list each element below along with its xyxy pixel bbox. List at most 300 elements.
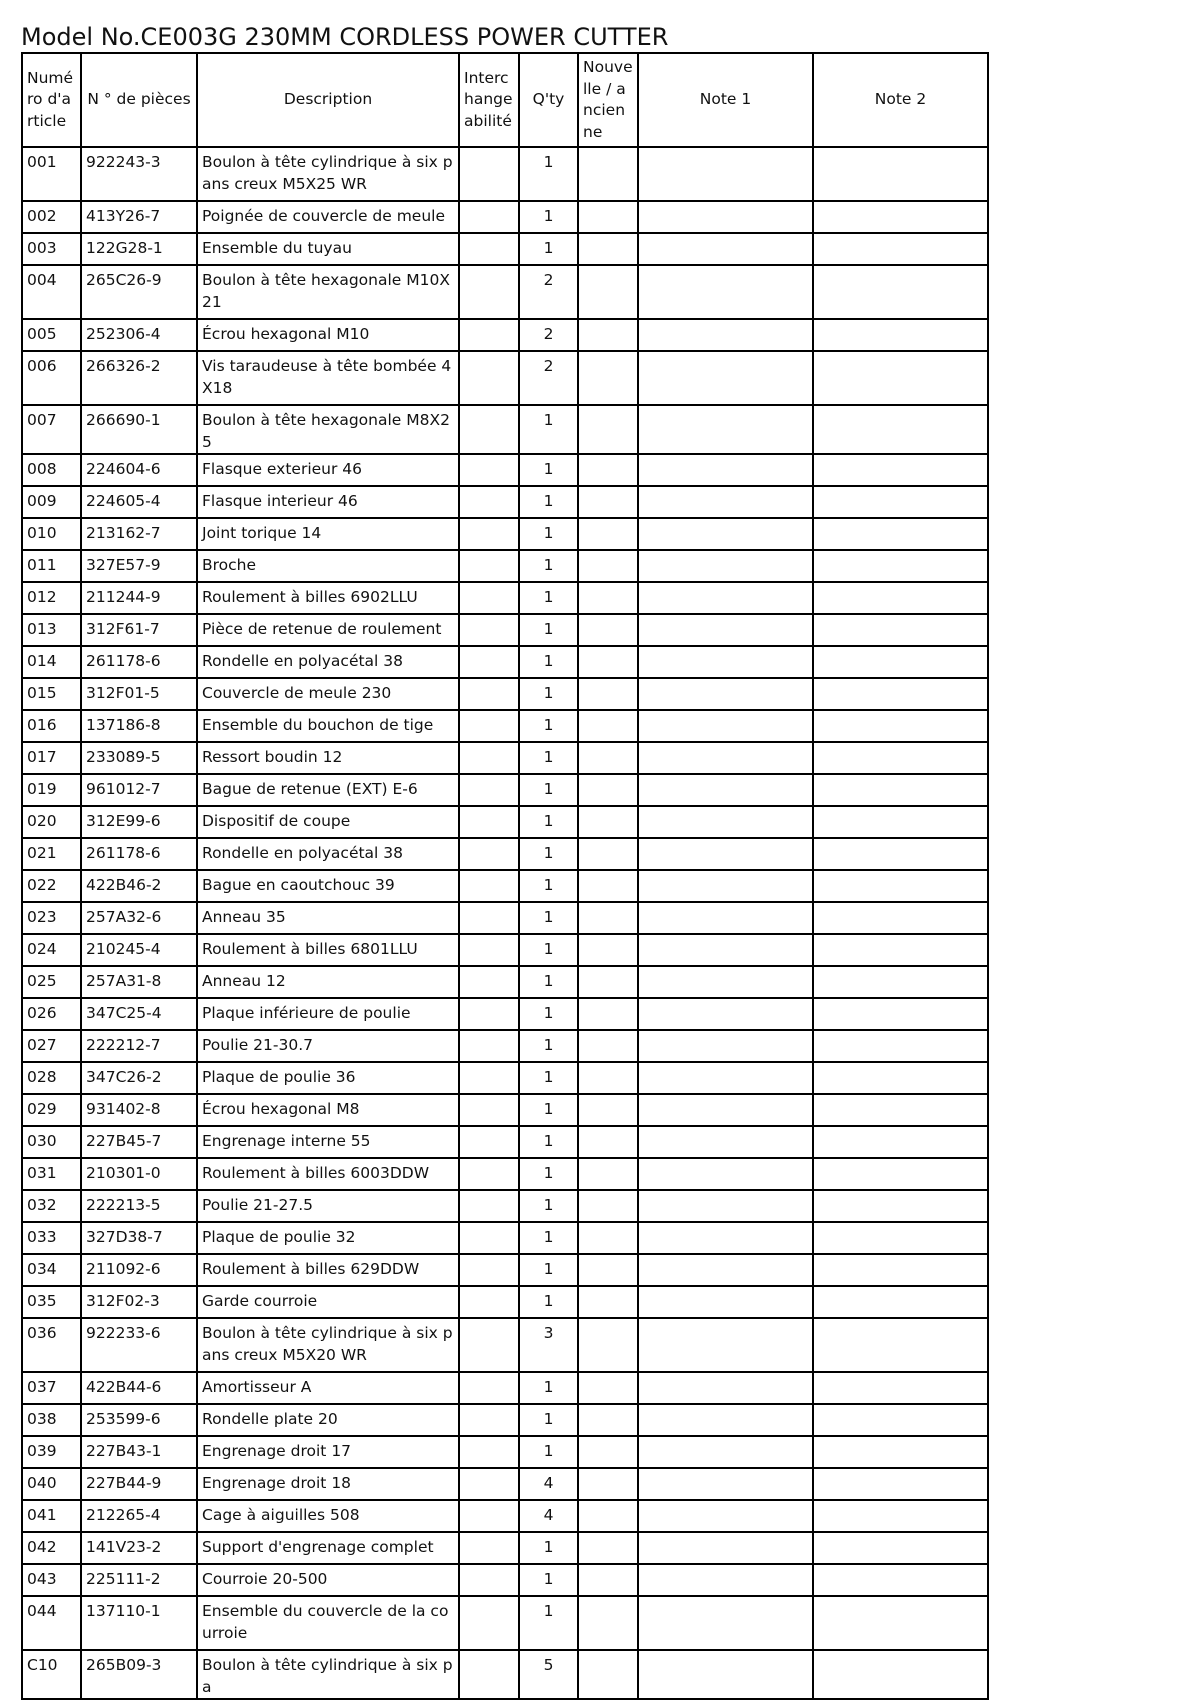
cell-note1 bbox=[638, 1404, 813, 1436]
cell-new bbox=[578, 1500, 638, 1532]
cell-note2 bbox=[813, 1190, 988, 1222]
cell-note1 bbox=[638, 1500, 813, 1532]
cell-part: 312E99-6 bbox=[81, 806, 197, 838]
cell-new bbox=[578, 838, 638, 870]
cell-note1 bbox=[638, 454, 813, 486]
cell-note2 bbox=[813, 1650, 988, 1699]
cell-inter bbox=[459, 646, 519, 678]
cell-note2 bbox=[813, 1286, 988, 1318]
cell-qty: 1 bbox=[519, 1596, 578, 1650]
cell-inter bbox=[459, 1062, 519, 1094]
cell-desc: Ensemble du tuyau bbox=[197, 233, 459, 265]
cell-num: 016 bbox=[22, 710, 81, 742]
table-row bbox=[22, 201, 988, 233]
cell-new bbox=[578, 147, 638, 201]
cell-new bbox=[578, 710, 638, 742]
cell-note2 bbox=[813, 1030, 988, 1062]
header-qty: Q'ty bbox=[519, 53, 578, 147]
cell-desc: Garde courroie bbox=[197, 1286, 459, 1318]
cell-part: 210245-4 bbox=[81, 934, 197, 966]
cell-note1 bbox=[638, 1564, 813, 1596]
cell-part: 265B09-3 bbox=[81, 1650, 197, 1699]
header-new: Nouvelle / ancienne bbox=[578, 53, 638, 147]
cell-part: 961012-7 bbox=[81, 774, 197, 806]
cell-note1 bbox=[638, 870, 813, 902]
cell-note1 bbox=[638, 1190, 813, 1222]
cell-note2 bbox=[813, 1404, 988, 1436]
cell-part: 257A31-8 bbox=[81, 966, 197, 998]
cell-note2 bbox=[813, 998, 988, 1030]
cell-new bbox=[578, 742, 638, 774]
cell-inter bbox=[459, 351, 519, 405]
cell-num: 028 bbox=[22, 1062, 81, 1094]
cell-qty: 1 bbox=[519, 934, 578, 966]
cell-note1 bbox=[638, 774, 813, 806]
cell-note1 bbox=[638, 582, 813, 614]
cell-new bbox=[578, 1372, 638, 1404]
cell-new bbox=[578, 1532, 638, 1564]
cell-note1 bbox=[638, 1650, 813, 1699]
cell-note1 bbox=[638, 998, 813, 1030]
cell-num: 015 bbox=[22, 678, 81, 710]
header-num: Numéro d'article bbox=[22, 53, 81, 147]
cell-desc: Amortisseur A bbox=[197, 1372, 459, 1404]
cell-inter bbox=[459, 742, 519, 774]
cell-part: 257A32-6 bbox=[81, 902, 197, 934]
cell-num: 033 bbox=[22, 1222, 81, 1254]
cell-desc: Engrenage droit 18 bbox=[197, 1468, 459, 1500]
cell-num: 009 bbox=[22, 486, 81, 518]
table-row bbox=[22, 1404, 988, 1436]
cell-num: 035 bbox=[22, 1286, 81, 1318]
cell-desc: Courroie 20-500 bbox=[197, 1564, 459, 1596]
cell-new bbox=[578, 550, 638, 582]
cell-qty: 1 bbox=[519, 1190, 578, 1222]
cell-desc: Boulon à tête cylindrique à six pa bbox=[197, 1650, 459, 1699]
cell-part: 225111-2 bbox=[81, 1564, 197, 1596]
cell-desc: Roulement à billes 6003DDW bbox=[197, 1158, 459, 1190]
cell-desc: Rondelle plate 20 bbox=[197, 1404, 459, 1436]
cell-inter bbox=[459, 233, 519, 265]
cell-inter bbox=[459, 998, 519, 1030]
cell-inter bbox=[459, 518, 519, 550]
cell-num: 042 bbox=[22, 1532, 81, 1564]
table-row bbox=[22, 710, 988, 742]
header-note1: Note 1 bbox=[638, 53, 813, 147]
cell-part: 213162-7 bbox=[81, 518, 197, 550]
table-row bbox=[22, 1254, 988, 1286]
cell-note1 bbox=[638, 966, 813, 998]
cell-desc: Boulon à tête hexagonale M10X21 bbox=[197, 265, 459, 319]
cell-num: 036 bbox=[22, 1318, 81, 1372]
cell-qty: 2 bbox=[519, 351, 578, 405]
cell-note1 bbox=[638, 934, 813, 966]
cell-note1 bbox=[638, 710, 813, 742]
cell-num: 027 bbox=[22, 1030, 81, 1062]
cell-qty: 1 bbox=[519, 678, 578, 710]
cell-qty: 1 bbox=[519, 233, 578, 265]
cell-desc: Pièce de retenue de roulement bbox=[197, 614, 459, 646]
cell-qty: 1 bbox=[519, 550, 578, 582]
parts-body bbox=[22, 147, 988, 1699]
cell-note2 bbox=[813, 1254, 988, 1286]
cell-note1 bbox=[638, 1286, 813, 1318]
cell-note2 bbox=[813, 486, 988, 518]
cell-desc: Bague de retenue (EXT) E-6 bbox=[197, 774, 459, 806]
cell-part: 261178-6 bbox=[81, 838, 197, 870]
cell-note1 bbox=[638, 201, 813, 233]
cell-desc: Plaque de poulie 36 bbox=[197, 1062, 459, 1094]
cell-qty: 2 bbox=[519, 319, 578, 351]
cell-new bbox=[578, 351, 638, 405]
cell-note2 bbox=[813, 646, 988, 678]
cell-new bbox=[578, 454, 638, 486]
table-row bbox=[22, 1222, 988, 1254]
table-row bbox=[22, 742, 988, 774]
cell-qty: 1 bbox=[519, 838, 578, 870]
cell-inter bbox=[459, 678, 519, 710]
cell-qty: 1 bbox=[519, 646, 578, 678]
table-row bbox=[22, 1126, 988, 1158]
table-row bbox=[22, 678, 988, 710]
table-row bbox=[22, 550, 988, 582]
cell-note2 bbox=[813, 1222, 988, 1254]
cell-inter bbox=[459, 1596, 519, 1650]
cell-new bbox=[578, 265, 638, 319]
cell-num: 003 bbox=[22, 233, 81, 265]
cell-desc: Plaque inférieure de poulie bbox=[197, 998, 459, 1030]
cell-qty: 1 bbox=[519, 806, 578, 838]
cell-inter bbox=[459, 710, 519, 742]
cell-inter bbox=[459, 1650, 519, 1699]
cell-new bbox=[578, 1468, 638, 1500]
cell-qty: 5 bbox=[519, 1650, 578, 1699]
cell-note2 bbox=[813, 1436, 988, 1468]
cell-desc: Poulie 21-30.7 bbox=[197, 1030, 459, 1062]
cell-qty: 1 bbox=[519, 742, 578, 774]
cell-part: 422B44-6 bbox=[81, 1372, 197, 1404]
cell-desc: Support d'engrenage complet bbox=[197, 1532, 459, 1564]
cell-num: 032 bbox=[22, 1190, 81, 1222]
cell-part: 227B43-1 bbox=[81, 1436, 197, 1468]
cell-note1 bbox=[638, 678, 813, 710]
cell-inter bbox=[459, 1500, 519, 1532]
cell-note1 bbox=[638, 1158, 813, 1190]
table-row bbox=[22, 870, 988, 902]
cell-new bbox=[578, 1062, 638, 1094]
cell-new bbox=[578, 614, 638, 646]
cell-inter bbox=[459, 201, 519, 233]
cell-num: 038 bbox=[22, 1404, 81, 1436]
cell-num: 041 bbox=[22, 1500, 81, 1532]
cell-part: 222213-5 bbox=[81, 1190, 197, 1222]
cell-part: 233089-5 bbox=[81, 742, 197, 774]
cell-new bbox=[578, 902, 638, 934]
cell-num: 029 bbox=[22, 1094, 81, 1126]
cell-part: 922243-3 bbox=[81, 147, 197, 201]
parts-table bbox=[21, 52, 989, 1700]
cell-part: 922233-6 bbox=[81, 1318, 197, 1372]
cell-qty: 1 bbox=[519, 710, 578, 742]
cell-part: 137110-1 bbox=[81, 1596, 197, 1650]
cell-new bbox=[578, 1030, 638, 1062]
cell-num: 023 bbox=[22, 902, 81, 934]
cell-desc: Poignée de couvercle de meule bbox=[197, 201, 459, 233]
cell-part: 222212-7 bbox=[81, 1030, 197, 1062]
cell-new bbox=[578, 774, 638, 806]
cell-desc: Ensemble du couvercle de la courroie bbox=[197, 1596, 459, 1650]
cell-new bbox=[578, 1190, 638, 1222]
cell-inter bbox=[459, 1030, 519, 1062]
cell-new bbox=[578, 934, 638, 966]
cell-qty: 1 bbox=[519, 1532, 578, 1564]
cell-inter bbox=[459, 486, 519, 518]
cell-inter bbox=[459, 1372, 519, 1404]
cell-qty: 4 bbox=[519, 1500, 578, 1532]
cell-note1 bbox=[638, 265, 813, 319]
cell-new bbox=[578, 1404, 638, 1436]
cell-num: 011 bbox=[22, 550, 81, 582]
cell-new bbox=[578, 582, 638, 614]
cell-part: 312F01-5 bbox=[81, 678, 197, 710]
cell-num: 021 bbox=[22, 838, 81, 870]
cell-desc: Roulement à billes 629DDW bbox=[197, 1254, 459, 1286]
cell-part: 252306-4 bbox=[81, 319, 197, 351]
cell-new bbox=[578, 1158, 638, 1190]
cell-part: 931402-8 bbox=[81, 1094, 197, 1126]
table-row bbox=[22, 486, 988, 518]
cell-note2 bbox=[813, 742, 988, 774]
cell-note2 bbox=[813, 966, 988, 998]
cell-new bbox=[578, 1596, 638, 1650]
cell-desc: Rondelle en polyacétal 38 bbox=[197, 646, 459, 678]
table-row bbox=[22, 1468, 988, 1500]
cell-qty: 1 bbox=[519, 201, 578, 233]
cell-desc: Rondelle en polyacétal 38 bbox=[197, 838, 459, 870]
cell-note1 bbox=[638, 486, 813, 518]
cell-qty: 1 bbox=[519, 1126, 578, 1158]
cell-note2 bbox=[813, 934, 988, 966]
cell-inter bbox=[459, 319, 519, 351]
cell-note1 bbox=[638, 550, 813, 582]
cell-desc: Roulement à billes 6801LLU bbox=[197, 934, 459, 966]
cell-inter bbox=[459, 1318, 519, 1372]
cell-inter bbox=[459, 614, 519, 646]
cell-qty: 1 bbox=[519, 1404, 578, 1436]
table-row bbox=[22, 1436, 988, 1468]
cell-part: 347C26-2 bbox=[81, 1062, 197, 1094]
cell-inter bbox=[459, 1564, 519, 1596]
table-row bbox=[22, 147, 988, 201]
cell-new bbox=[578, 646, 638, 678]
cell-note2 bbox=[813, 1126, 988, 1158]
header-row bbox=[22, 53, 988, 147]
cell-note2 bbox=[813, 1062, 988, 1094]
cell-inter bbox=[459, 1094, 519, 1126]
cell-qty: 1 bbox=[519, 1436, 578, 1468]
table-row bbox=[22, 1372, 988, 1404]
cell-note2 bbox=[813, 319, 988, 351]
cell-new bbox=[578, 319, 638, 351]
cell-part: 224605-4 bbox=[81, 486, 197, 518]
cell-desc: Couvercle de meule 230 bbox=[197, 678, 459, 710]
header-part: N ° de pièces bbox=[81, 53, 197, 147]
cell-desc: Boulon à tête cylindrique à six pans creux M5X20 WR bbox=[197, 1318, 459, 1372]
cell-inter bbox=[459, 1126, 519, 1158]
cell-num: 039 bbox=[22, 1436, 81, 1468]
cell-desc: Engrenage interne 55 bbox=[197, 1126, 459, 1158]
cell-note2 bbox=[813, 1596, 988, 1650]
cell-qty: 1 bbox=[519, 582, 578, 614]
cell-note2 bbox=[813, 582, 988, 614]
cell-num: 044 bbox=[22, 1596, 81, 1650]
header-inter: Interchangeabilité bbox=[459, 53, 519, 147]
cell-part: 312F02-3 bbox=[81, 1286, 197, 1318]
cell-new bbox=[578, 486, 638, 518]
table-row bbox=[22, 966, 988, 998]
cell-note2 bbox=[813, 1094, 988, 1126]
cell-desc: Anneau 35 bbox=[197, 902, 459, 934]
cell-note1 bbox=[638, 1254, 813, 1286]
cell-inter bbox=[459, 1468, 519, 1500]
table-row bbox=[22, 838, 988, 870]
cell-qty: 1 bbox=[519, 902, 578, 934]
header-desc: Description bbox=[197, 53, 459, 147]
cell-note2 bbox=[813, 1500, 988, 1532]
cell-qty: 1 bbox=[519, 1030, 578, 1062]
cell-desc: Écrou hexagonal M8 bbox=[197, 1094, 459, 1126]
table-row bbox=[22, 1500, 988, 1532]
cell-new bbox=[578, 678, 638, 710]
cell-desc: Anneau 12 bbox=[197, 966, 459, 998]
cell-note2 bbox=[813, 1318, 988, 1372]
cell-note1 bbox=[638, 1094, 813, 1126]
cell-desc: Broche bbox=[197, 550, 459, 582]
cell-qty: 1 bbox=[519, 1286, 578, 1318]
cell-part: 422B46-2 bbox=[81, 870, 197, 902]
table-row bbox=[22, 1564, 988, 1596]
cell-inter bbox=[459, 147, 519, 201]
cell-part: 137186-8 bbox=[81, 710, 197, 742]
cell-new bbox=[578, 1286, 638, 1318]
cell-note2 bbox=[813, 351, 988, 405]
cell-qty: 1 bbox=[519, 1094, 578, 1126]
cell-note2 bbox=[813, 201, 988, 233]
cell-note2 bbox=[813, 1372, 988, 1404]
cell-note2 bbox=[813, 710, 988, 742]
cell-inter bbox=[459, 1158, 519, 1190]
cell-new bbox=[578, 1222, 638, 1254]
cell-inter bbox=[459, 870, 519, 902]
table-row bbox=[22, 806, 988, 838]
cell-num: 012 bbox=[22, 582, 81, 614]
cell-inter bbox=[459, 806, 519, 838]
cell-num: 022 bbox=[22, 870, 81, 902]
table-row bbox=[22, 351, 988, 405]
cell-qty: 1 bbox=[519, 1372, 578, 1404]
table-row bbox=[22, 774, 988, 806]
cell-note1 bbox=[638, 147, 813, 201]
cell-note1 bbox=[638, 1222, 813, 1254]
table-row bbox=[22, 1650, 988, 1699]
cell-note2 bbox=[813, 233, 988, 265]
cell-note1 bbox=[638, 319, 813, 351]
cell-note1 bbox=[638, 646, 813, 678]
cell-new bbox=[578, 518, 638, 550]
cell-note1 bbox=[638, 1126, 813, 1158]
cell-num: 025 bbox=[22, 966, 81, 998]
header-note2: Note 2 bbox=[813, 53, 988, 147]
cell-desc: Joint torique 14 bbox=[197, 518, 459, 550]
cell-desc: Plaque de poulie 32 bbox=[197, 1222, 459, 1254]
cell-num: 037 bbox=[22, 1372, 81, 1404]
cell-note2 bbox=[813, 1564, 988, 1596]
cell-note2 bbox=[813, 265, 988, 319]
table-row bbox=[22, 319, 988, 351]
cell-qty: 1 bbox=[519, 966, 578, 998]
cell-note1 bbox=[638, 614, 813, 646]
cell-note1 bbox=[638, 1372, 813, 1404]
cell-qty: 4 bbox=[519, 1468, 578, 1500]
cell-note1 bbox=[638, 1318, 813, 1372]
cell-note2 bbox=[813, 678, 988, 710]
cell-part: 266690-1 bbox=[81, 405, 197, 454]
cell-num: 014 bbox=[22, 646, 81, 678]
table-row bbox=[22, 518, 988, 550]
cell-new bbox=[578, 806, 638, 838]
cell-desc: Flasque interieur 46 bbox=[197, 486, 459, 518]
cell-part: 227B44-9 bbox=[81, 1468, 197, 1500]
cell-qty: 1 bbox=[519, 870, 578, 902]
cell-desc: Bague en caoutchouc 39 bbox=[197, 870, 459, 902]
table-row bbox=[22, 934, 988, 966]
cell-desc: Dispositif de coupe bbox=[197, 806, 459, 838]
cell-note2 bbox=[813, 518, 988, 550]
cell-qty: 2 bbox=[519, 265, 578, 319]
cell-num: 001 bbox=[22, 147, 81, 201]
cell-new bbox=[578, 405, 638, 454]
cell-qty: 1 bbox=[519, 405, 578, 454]
cell-num: 026 bbox=[22, 998, 81, 1030]
cell-num: 020 bbox=[22, 806, 81, 838]
cell-qty: 1 bbox=[519, 614, 578, 646]
cell-new bbox=[578, 966, 638, 998]
cell-note1 bbox=[638, 1030, 813, 1062]
cell-desc: Flasque exterieur 46 bbox=[197, 454, 459, 486]
cell-inter bbox=[459, 902, 519, 934]
cell-inter bbox=[459, 1532, 519, 1564]
cell-desc: Ressort boudin 12 bbox=[197, 742, 459, 774]
cell-inter bbox=[459, 1222, 519, 1254]
cell-new bbox=[578, 201, 638, 233]
cell-desc: Ensemble du bouchon de tige bbox=[197, 710, 459, 742]
cell-qty: 1 bbox=[519, 774, 578, 806]
cell-part: 347C25-4 bbox=[81, 998, 197, 1030]
cell-inter bbox=[459, 550, 519, 582]
cell-note1 bbox=[638, 902, 813, 934]
cell-desc: Boulon à tête hexagonale M8X25 bbox=[197, 405, 459, 454]
cell-new bbox=[578, 1094, 638, 1126]
cell-note2 bbox=[813, 147, 988, 201]
table-row bbox=[22, 582, 988, 614]
table-row bbox=[22, 233, 988, 265]
cell-part: 211244-9 bbox=[81, 582, 197, 614]
cell-num: 024 bbox=[22, 934, 81, 966]
cell-desc: Boulon à tête cylindrique à six pans creux M5X25 WR bbox=[197, 147, 459, 201]
cell-note1 bbox=[638, 351, 813, 405]
cell-note1 bbox=[638, 1062, 813, 1094]
cell-part: 141V23-2 bbox=[81, 1532, 197, 1564]
